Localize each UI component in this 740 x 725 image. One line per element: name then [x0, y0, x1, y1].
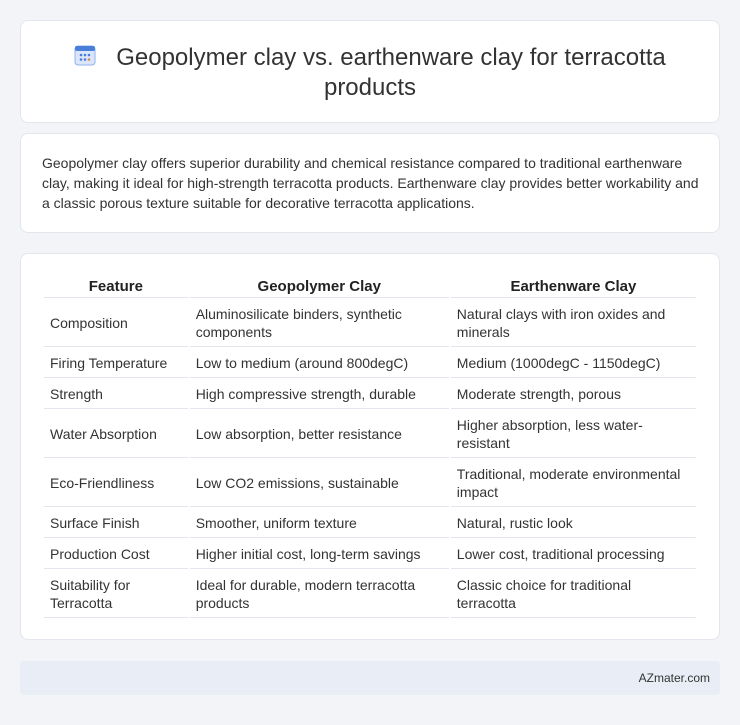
table-row [44, 509, 696, 538]
table-cell: Ideal for durable, modern terracotta products [190, 571, 449, 618]
header-feature: Feature [44, 276, 188, 298]
summary-card [20, 133, 720, 233]
table-cell: High compressive strength, durable [190, 380, 449, 409]
header-geopolymer-clay: Geopolymer Clay [190, 276, 449, 298]
table-cell: Smoother, uniform texture [190, 509, 449, 538]
table-cell: Production Cost [44, 540, 188, 569]
table-row [44, 540, 696, 569]
table-cell: Moderate strength, porous [451, 380, 696, 409]
table-cell: Firing Temperature [44, 349, 188, 378]
table-row [44, 300, 696, 347]
table-row [44, 411, 696, 458]
table-row [44, 380, 696, 409]
table-cell: Composition [44, 300, 188, 347]
comparison-table-card [20, 253, 720, 640]
title-card [20, 20, 720, 123]
table-cell: Water Absorption [44, 411, 188, 458]
comparison-table [42, 274, 698, 620]
table-cell: Suitability for Terracotta [44, 571, 188, 618]
table-cell: Strength [44, 380, 188, 409]
table-cell: Medium (1000degC - 1150degC) [451, 349, 696, 378]
table-cell: Low CO2 emissions, sustainable [190, 460, 449, 507]
table-cell: Higher initial cost, long-term savings [190, 540, 449, 569]
summary-text: Geopolymer clay offers superior durability and chemical resistance compared to traditional earthenware clay, making it ideal for high-strength terracotta products. Earthenware clay provides better workability and a classic porous texture suitable for decorative terracotta applications. [42, 155, 699, 211]
table-cell: Higher absorption, less water-resistant [451, 411, 696, 458]
table-header-row [44, 276, 696, 298]
table-row [44, 571, 696, 618]
table-cell: Low absorption, better resistance [190, 411, 449, 458]
table-cell: Natural clays with iron oxides and minerals [451, 300, 696, 347]
table-cell: Aluminosilicate binders, synthetic components [190, 300, 449, 347]
table-row [44, 460, 696, 507]
footer-brand-link[interactable]: AZmater.com [638, 671, 710, 685]
table-row [44, 349, 696, 378]
table-cell: Low to medium (around 800degC) [190, 349, 449, 378]
calendar-icon [74, 44, 96, 66]
table-cell: Surface Finish [44, 509, 188, 538]
table-cell: Traditional, moderate environmental impact [451, 460, 696, 507]
header-earthenware-clay: Earthenware Clay [451, 276, 696, 298]
page-title-wrapper [61, 43, 679, 103]
footer [20, 661, 720, 695]
table-cell: Eco-Friendliness [44, 460, 188, 507]
table-cell: Natural, rustic look [451, 509, 696, 538]
table-cell: Classic choice for traditional terracotta [451, 571, 696, 618]
table-cell: Lower cost, traditional processing [451, 540, 696, 569]
page-title: Geopolymer clay vs. earthenware clay for terracotta products [116, 44, 666, 101]
